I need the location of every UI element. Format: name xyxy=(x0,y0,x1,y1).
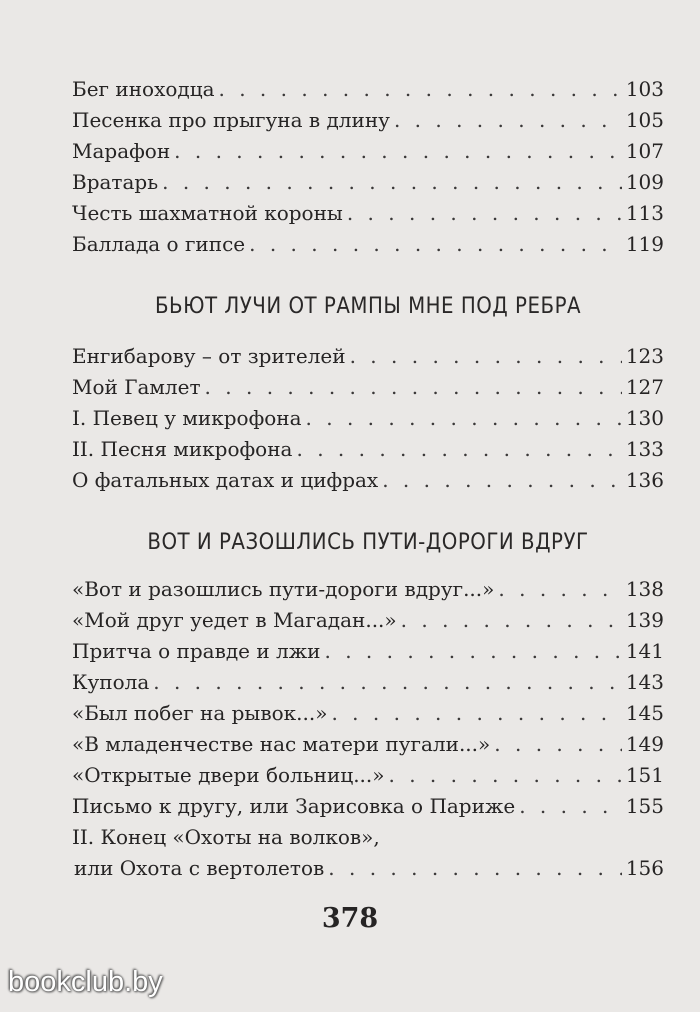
toc-entry-page: 156 xyxy=(625,856,664,880)
dot-leader xyxy=(328,853,622,884)
toc-entry-page: 149 xyxy=(625,732,664,756)
toc-entry xyxy=(72,791,664,822)
toc-entry xyxy=(72,822,664,853)
toc-entry-title: Купола xyxy=(72,670,150,694)
page-number: 378 xyxy=(321,903,379,934)
toc-entry xyxy=(72,465,664,496)
toc-entry-title: О фатальных датах и цифрах xyxy=(72,468,379,492)
dot-leader xyxy=(325,636,622,667)
toc-entry xyxy=(72,760,664,791)
toc-entry-title: Енгибарову – от зрителей xyxy=(72,344,346,368)
toc-entry xyxy=(72,574,664,605)
dot-leader xyxy=(205,372,622,403)
dot-leader xyxy=(249,229,622,260)
toc-section-3 xyxy=(72,574,664,884)
toc-entry-page: 138 xyxy=(625,577,664,601)
toc-entry-page: 151 xyxy=(625,763,664,787)
toc-entry-page: 103 xyxy=(625,77,664,101)
toc-entry xyxy=(72,341,664,372)
dot-leader xyxy=(519,791,622,822)
toc-entry-page: 113 xyxy=(625,201,664,225)
toc-entry-page: 119 xyxy=(625,232,664,256)
toc-entry-title: «Был побег на рывок...» xyxy=(72,701,328,725)
toc-entry xyxy=(72,729,664,760)
toc-entry-page: 145 xyxy=(625,701,664,725)
toc-entry xyxy=(72,636,664,667)
dot-leader xyxy=(494,729,622,760)
dot-leader xyxy=(306,403,622,434)
toc-entry-page: 155 xyxy=(625,794,664,818)
toc-entry-page: 127 xyxy=(625,375,664,399)
toc-entry-page: 136 xyxy=(625,468,664,492)
toc-entry-title: Притча о правде и лжи xyxy=(72,639,321,663)
toc-entry-title: I. Певец у микрофона xyxy=(72,406,302,430)
toc-entry-title: Вратарь xyxy=(72,170,159,194)
toc-entry-page: 130 xyxy=(625,406,664,430)
dot-leader xyxy=(153,667,622,698)
toc-entry-title: Песенка про прыгуна в длину xyxy=(72,108,390,132)
dot-leader xyxy=(296,434,621,465)
section-heading: БЬЮТ ЛУЧИ ОТ РАМПЫ МНЕ ПОД РЕБРА xyxy=(154,294,582,319)
toc-entry-page: 143 xyxy=(625,670,664,694)
toc-section-1 xyxy=(72,74,664,260)
toc-entry xyxy=(72,105,664,136)
toc-entry xyxy=(72,434,664,465)
dot-leader xyxy=(219,74,622,105)
toc-entry xyxy=(72,853,664,884)
toc-entry xyxy=(72,136,664,167)
toc-entry xyxy=(72,229,664,260)
toc-entry xyxy=(72,167,664,198)
toc-entry-page: 139 xyxy=(625,608,664,632)
dot-leader xyxy=(162,167,622,198)
toc-entry-title: «Открытые двери больниц...» xyxy=(72,763,385,787)
toc-entry-page: 123 xyxy=(625,344,664,368)
dot-leader xyxy=(401,605,622,636)
toc-entry-title: или Охота с вертолетов xyxy=(74,856,325,880)
toc-entry xyxy=(72,74,664,105)
toc-entry xyxy=(72,605,664,636)
dot-leader xyxy=(347,198,622,229)
dot-leader xyxy=(174,136,622,167)
section-heading: ВОТ И РАЗОШЛИСЬ ПУТИ-ДОРОГИ ВДРУГ xyxy=(147,530,589,555)
toc-entry xyxy=(72,403,664,434)
toc-entry-page: 107 xyxy=(625,139,664,163)
toc-entry-title: «В младенчестве нас матери пугали...» xyxy=(72,732,491,756)
toc-entry xyxy=(72,198,664,229)
toc-entry xyxy=(72,667,664,698)
toc-entry-page: 105 xyxy=(625,108,664,132)
toc-entry-title: «Вот и разошлись пути-дороги вдруг...» xyxy=(72,577,495,601)
watermark: bookclub.by xyxy=(8,966,163,998)
toc-entry-title: Письмо к другу, или Зарисовка о Париже xyxy=(72,794,516,818)
toc-entry xyxy=(72,372,664,403)
dot-leader xyxy=(350,341,622,372)
toc-entry-title: Марафон xyxy=(72,139,171,163)
toc-entry-title: Мой Гамлет xyxy=(72,375,201,399)
toc-entry-page: 109 xyxy=(625,170,664,194)
toc-section-2 xyxy=(72,341,664,496)
dot-leader xyxy=(382,465,622,496)
dot-leader xyxy=(389,760,622,791)
toc-entry-page: 141 xyxy=(625,639,664,663)
toc-entry-page: 133 xyxy=(625,437,664,461)
toc-entry-title: Честь шахматной короны xyxy=(72,201,343,225)
toc-entry-title: Баллада о гипсе xyxy=(72,232,246,256)
dot-leader xyxy=(394,105,622,136)
dot-leader xyxy=(331,698,621,729)
dot-leader xyxy=(498,574,621,605)
toc-entry-title: «Мой друг уедет в Магадан...» xyxy=(72,608,397,632)
toc-entry-title: II. Конец «Охоты на волков», xyxy=(72,825,380,849)
toc-entry-title: II. Песня микрофона xyxy=(72,437,293,461)
toc-entry-title: Бег иноходца xyxy=(72,77,215,101)
toc-entry xyxy=(72,698,664,729)
